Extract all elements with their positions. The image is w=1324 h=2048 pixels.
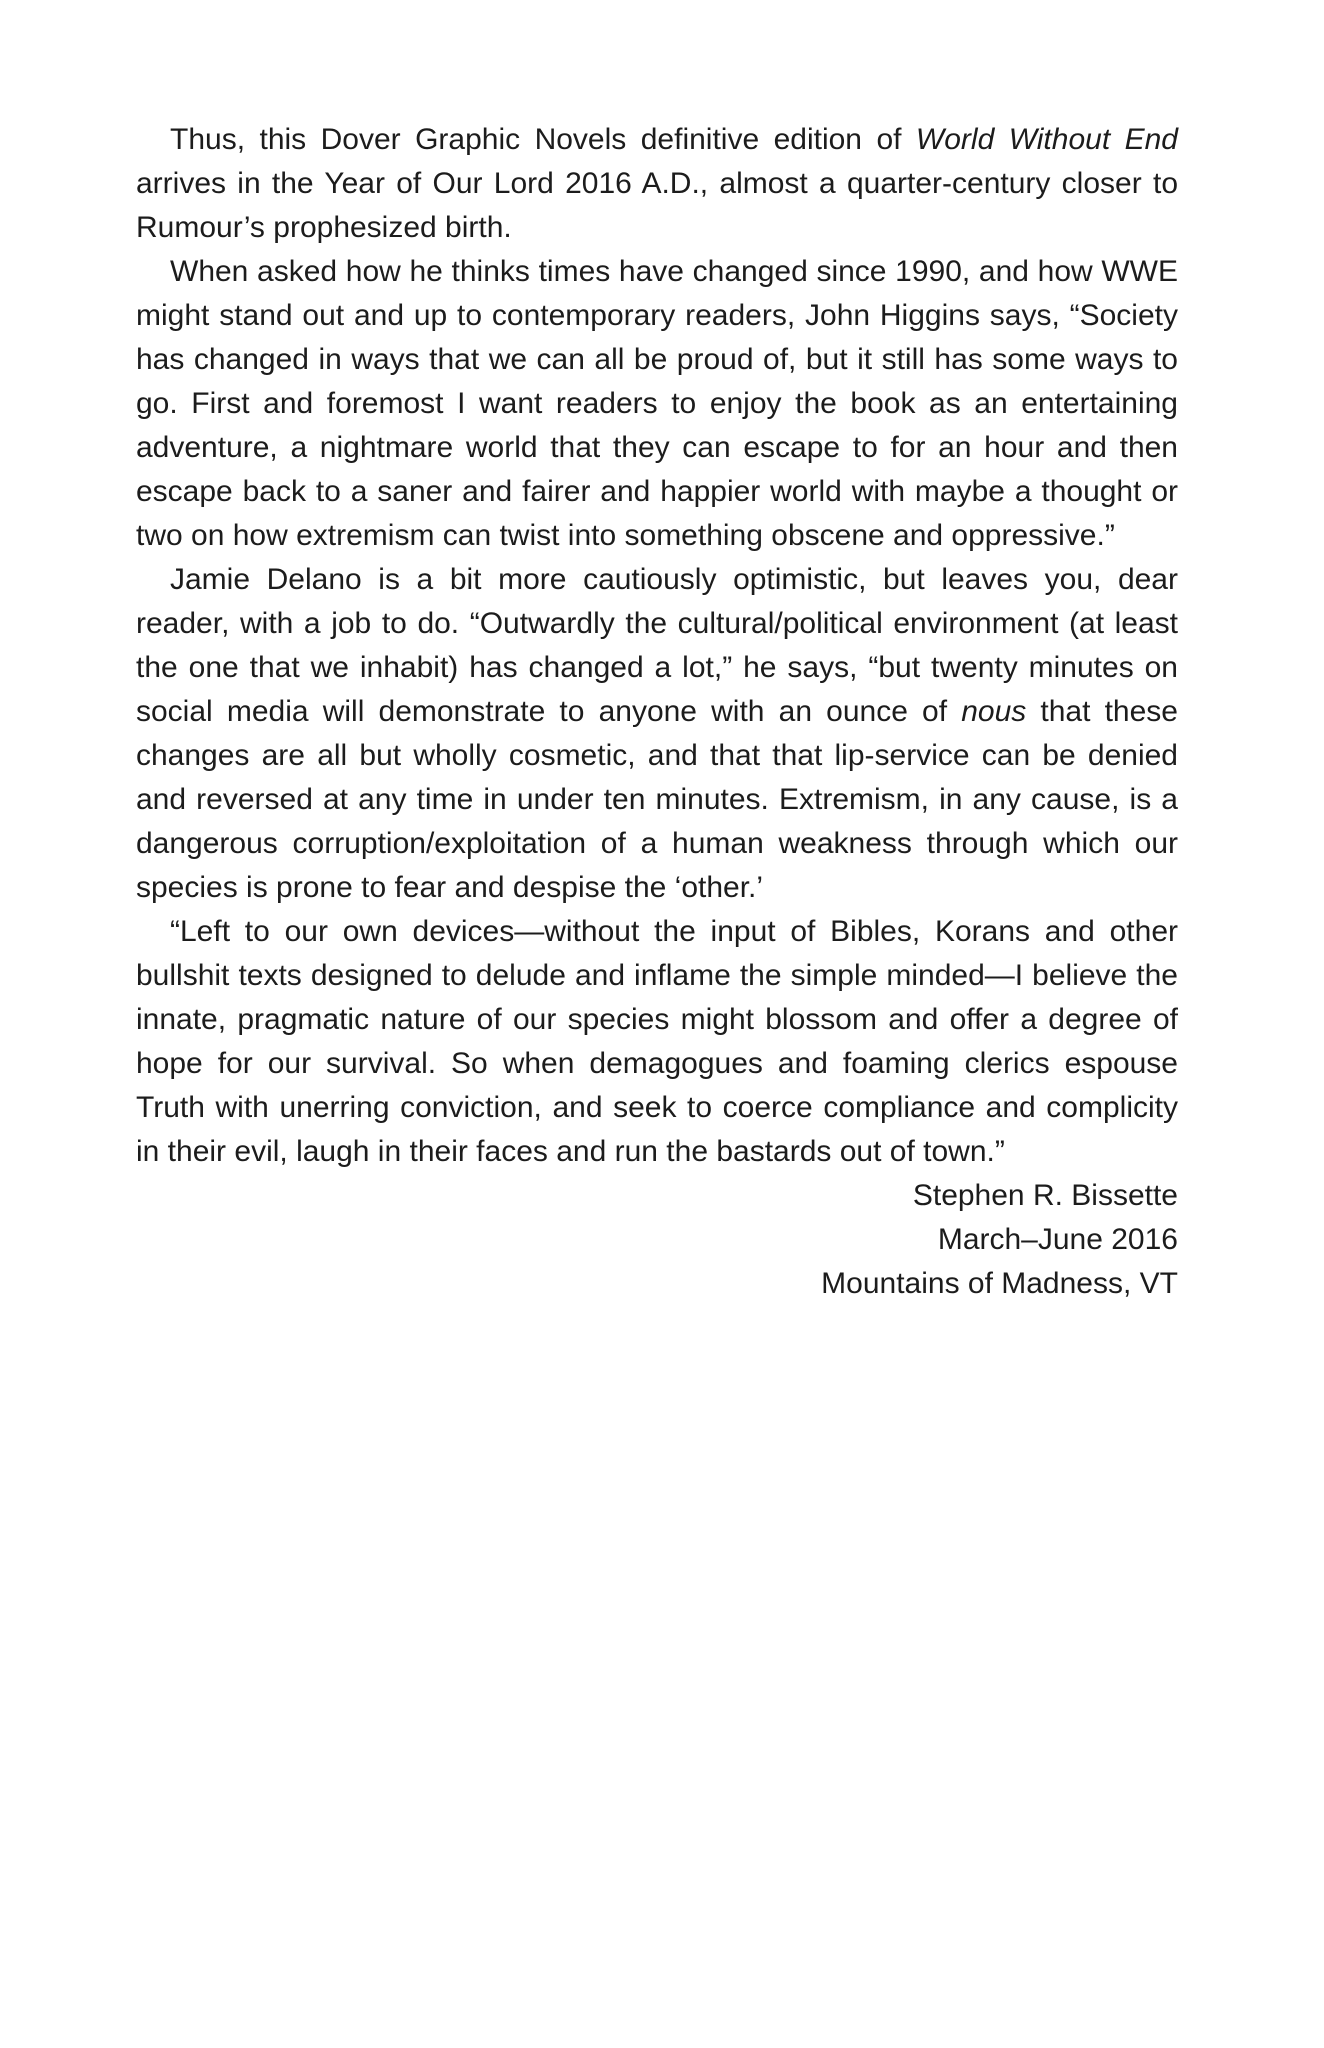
paragraph-3	[136, 558, 1178, 910]
paragraph-4	[136, 910, 1178, 1174]
paragraph-3-text-a: Jamie Delano is a bit more cautiously optimistic, but leaves you, dear reader, with a job to do. “Outwardly the cultural/political environment (at least the one that we inhabit) has changed a lot,” he says, “but twenty minutes on social media will demonstrate to anyone with an ounce of	[136, 563, 1178, 728]
paragraph-3-text-b: that these changes are all but wholly cosmetic, and that that lip-service can be denied and reversed at any time in under ten minutes. Extremism, in any cause, is a dangerous corruption/exploitation of a human weakness through which our species is prone to fear and despise the ‘other.’	[136, 695, 1178, 904]
paragraph-4-text: “Left to our own devices—without the input of Bibles, Korans and other bullshit texts designed to delude and inflame the simple minded—I believe the innate, pragmatic nature of our species might blossom and offer a degree of hope for our survival. So when demagogues and foaming clerics espouse Truth with unerring conviction, and seek to coerce compliance and complicity in their evil, laugh in their faces and run the bastards out of town.”	[136, 915, 1178, 1168]
signature-place: Mountains of Madness, VT	[821, 1267, 1178, 1300]
signature-author: Stephen R. Bissette	[912, 1179, 1178, 1212]
paragraph-1	[136, 118, 1178, 250]
paragraph-1-text-b: arrives in the Year of Our Lord 2016 A.D., almost a quarter-century closer to Rumour’s prophesized birth.	[136, 167, 1178, 244]
paragraph-2-text: When asked how he thinks times have changed since 1990, and how WWE might stand out and up to contemporary readers, John Higgins says, “Society has changed in ways that we can all be proud of, but it still has some ways to go. First and foremost I want readers to enjoy the book as an entertaining adventure, a nightmare world that they can escape to for an hour and then escape back to a saner and fairer and happier world with maybe a thought or two on how extremism can twist into something obscene and oppressive.”	[136, 255, 1178, 552]
text-body	[136, 118, 1178, 1306]
paragraph-2	[136, 250, 1178, 558]
signature-date: March–June 2016	[937, 1223, 1178, 1256]
nous-italic: nous	[961, 695, 1027, 728]
paragraph-1-text-a: Thus, this Dover Graphic Novels definitive edition of	[170, 123, 916, 156]
signature-block	[136, 1174, 1178, 1306]
book-title-italic: World Without End	[915, 123, 1178, 156]
